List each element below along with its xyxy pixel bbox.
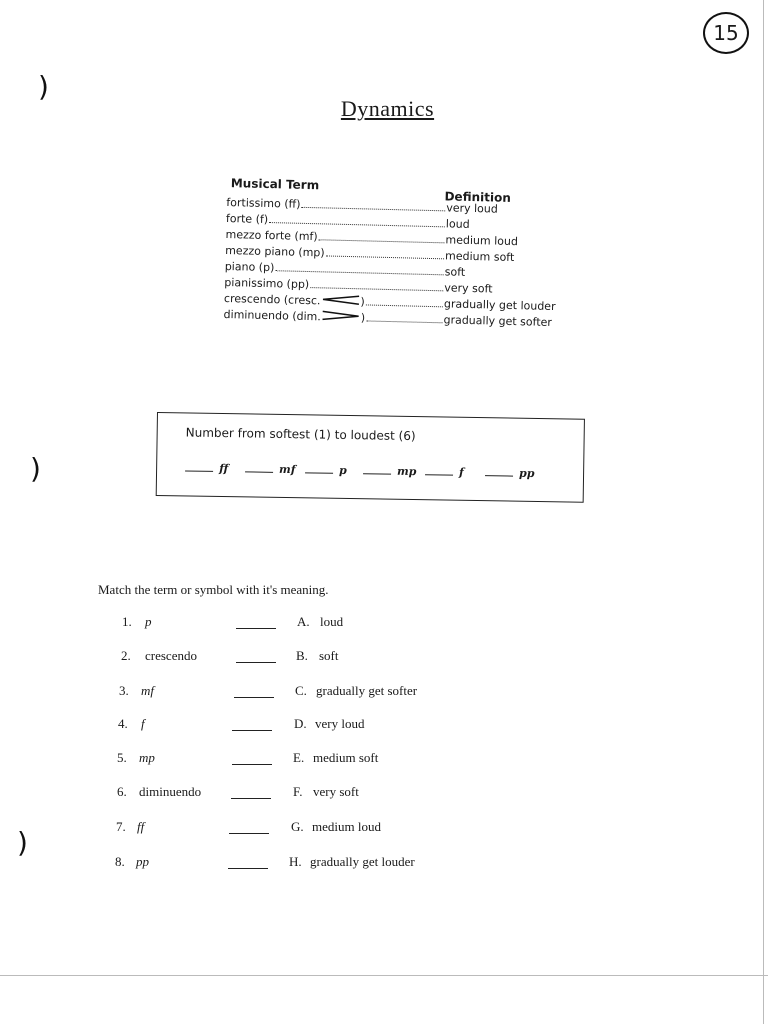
ordering-prompt: Number from softest (1) to loudest (6) (185, 425, 416, 444)
item-term: ff (137, 819, 145, 834)
item-term: crescendo (145, 648, 197, 663)
item-number: 7. (116, 819, 126, 834)
dynamic-symbol: pp (518, 466, 535, 480)
answer-blank[interactable] (245, 470, 273, 472)
ordering-item (425, 465, 464, 479)
matching-row (0, 819, 768, 839)
ordering-item (245, 462, 296, 476)
item-definition: gradually get softer (316, 683, 418, 698)
matching-row (0, 750, 768, 770)
answer-blank[interactable] (185, 469, 213, 471)
matching-row (0, 614, 768, 634)
definition-term: mezzo forte (mf) (225, 227, 318, 244)
answer-blank[interactable] (363, 472, 391, 474)
definition-text: very loud (446, 201, 498, 216)
matching-row (0, 854, 768, 874)
item-definition: medium loud (312, 819, 381, 834)
item-term: pp (136, 854, 149, 869)
page-title: Dynamics (340, 96, 435, 121)
item-letter: F. (293, 784, 303, 799)
item-letter: G. (291, 819, 304, 834)
item-letter: H. (289, 854, 302, 869)
item-term: mp (139, 750, 155, 765)
item-letter: E. (293, 750, 305, 765)
matching-prompt: Match the term or symbol with it's meaning. (98, 582, 329, 597)
item-term: f (141, 716, 145, 731)
binder-hole: ) (30, 452, 41, 485)
answer-blank[interactable] (234, 697, 274, 698)
scan-edge-line (0, 975, 768, 976)
page-number: 15 (703, 12, 749, 54)
diminuendo-hairpin-icon (321, 310, 361, 321)
ordering-item (363, 464, 417, 478)
dynamic-symbol: mf (279, 462, 296, 477)
item-number: 4. (118, 716, 128, 731)
answer-blank[interactable] (232, 730, 272, 731)
dynamic-symbol: ff (219, 461, 229, 476)
binder-hole: ) (17, 826, 28, 859)
definition-row: diminuendo (dim. ) gradually get softer (223, 308, 563, 329)
answer-blank[interactable] (305, 471, 333, 473)
crescendo-hairpin-icon (320, 294, 360, 305)
definition-term: forte (f) (225, 211, 269, 227)
definition-row: crescendo (cresc. ) gradually get louder (224, 292, 564, 313)
item-number: 5. (117, 750, 127, 765)
item-number: 6. (117, 784, 127, 799)
answer-blank[interactable] (228, 868, 268, 869)
item-definition: loud (320, 614, 344, 629)
header-definition: Definition (444, 189, 512, 205)
definition-term: pianissimo (pp) (224, 275, 310, 292)
definition-text: gradually get softer (443, 313, 553, 329)
item-definition: very soft (313, 784, 359, 799)
answer-blank[interactable] (229, 833, 269, 834)
answer-blank[interactable] (425, 473, 453, 475)
matching-row (0, 784, 768, 804)
item-letter: A. (297, 614, 310, 629)
definition-term: crescendo (cresc. (223, 291, 321, 308)
answer-blank[interactable] (236, 628, 276, 629)
item-term: diminuendo (139, 784, 202, 799)
binder-hole: ) (38, 70, 49, 103)
answer-blank[interactable] (231, 798, 271, 799)
item-number: 2. (121, 648, 131, 663)
dynamic-symbol: p (339, 463, 347, 477)
dynamic-symbol: f (458, 465, 464, 479)
header-musical-term: Musical Term (230, 176, 320, 193)
item-number: 8. (115, 854, 125, 869)
definitions-table (223, 176, 567, 329)
definition-text: gradually get louder (443, 297, 556, 314)
dynamic-symbol: mp (396, 464, 417, 479)
definition-text: medium loud (445, 233, 519, 249)
definition-text: soft (444, 265, 466, 279)
item-number: 1. (122, 614, 132, 629)
item-definition: very loud (315, 716, 365, 731)
definition-text: loud (445, 217, 470, 231)
ordering-exercise-box (156, 412, 585, 503)
matching-row (0, 648, 768, 668)
matching-row (0, 683, 768, 703)
ordering-item (305, 463, 347, 477)
ordering-item (485, 466, 535, 480)
definition-text: very soft (444, 281, 493, 296)
item-letter: D. (294, 716, 307, 731)
definition-term: piano (p) (224, 259, 275, 275)
item-definition: medium soft (313, 750, 379, 765)
item-number: 3. (119, 683, 129, 698)
answer-blank[interactable] (232, 764, 272, 765)
item-letter: B. (296, 648, 308, 663)
item-term: p (145, 614, 152, 629)
item-definition: soft (319, 648, 339, 663)
ordering-item (185, 461, 228, 475)
definition-term: mezzo piano (mp) (225, 243, 325, 260)
item-letter: C. (295, 683, 307, 698)
answer-blank[interactable] (485, 474, 513, 476)
definition-term: diminuendo (dim. (223, 307, 321, 324)
item-term: mf (141, 683, 154, 698)
definition-term: fortissimo (ff) (226, 195, 301, 211)
answer-blank[interactable] (236, 662, 276, 663)
matching-row (0, 716, 768, 736)
item-definition: gradually get louder (310, 854, 415, 869)
definition-text: medium soft (444, 249, 515, 265)
